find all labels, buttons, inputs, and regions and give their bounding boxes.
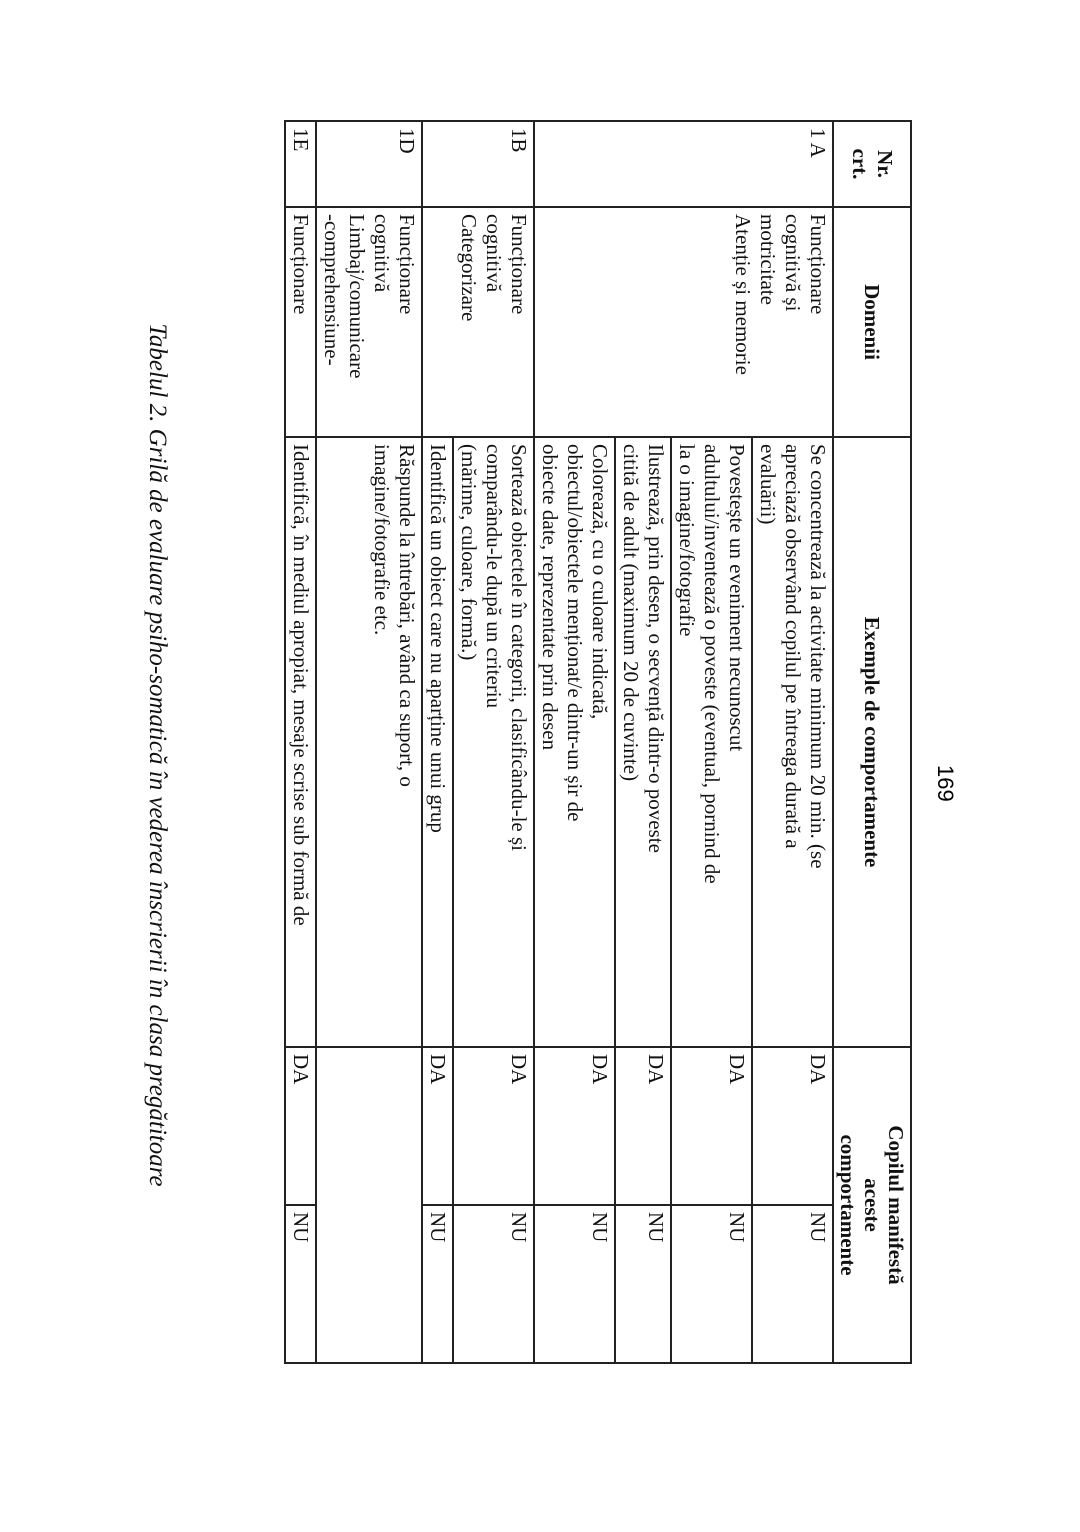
table-header-row bbox=[833, 121, 911, 1363]
header-nr-crt: Nr. crt. bbox=[833, 121, 911, 207]
nu-cell: NU bbox=[422, 1205, 453, 1363]
table-row bbox=[285, 121, 316, 1363]
nu-cell: NU bbox=[453, 1205, 534, 1363]
row-domenii: Funcționare cognitivă Limbaj/comunicare -comprehensiune- bbox=[316, 207, 422, 437]
header-copilul-manifesta: Copilul manifestă aceste comportamente bbox=[833, 1047, 911, 1363]
behavior-example: Se concentrează la activitate minimum 20 min. (se apreciază observând copilul pe întreaga durată a evaluării) bbox=[752, 437, 833, 1047]
evaluation-grid-table bbox=[284, 120, 912, 1364]
behavior-example: Colorează, cu o culoare indicată, obiectul/obiectele menționat/e dintr-un șir de obiecte date, reprezentate prin desen bbox=[534, 437, 615, 1047]
behavior-example: Ilustrează, prin desen, o secvență dintr-o poveste citită de adult (maximum 20 de cuvinte) bbox=[615, 437, 671, 1047]
nu-cell: NU bbox=[615, 1205, 671, 1363]
row-nr: 1B bbox=[422, 121, 534, 207]
row-domenii: Funcționare cognitivă și motricitate Atenție și memorie bbox=[534, 207, 833, 437]
table-row bbox=[453, 121, 534, 1363]
table-row bbox=[316, 121, 422, 1363]
da-cell: DA bbox=[453, 1047, 534, 1205]
behavior-example: Povestește un eveniment necunoscut adultului/inventează o poveste (eventual, pornind de la o imagine/fotografie bbox=[671, 437, 752, 1047]
page-number: 169 bbox=[933, 765, 958, 802]
nu-cell: NU bbox=[752, 1205, 833, 1363]
row-nr: 1 A bbox=[534, 121, 833, 207]
nu-cell: NU bbox=[671, 1205, 752, 1363]
behavior-example: Identifică un obiect care nu aparține unui grup bbox=[422, 437, 453, 1047]
nu-cell: NU bbox=[534, 1205, 615, 1363]
empty-answer-cell bbox=[316, 1047, 422, 1363]
behavior-example: Sortează obiectele în categorii, clasificându-le și comparându-le după un criteriu (mărime, culoare, formă.) bbox=[453, 437, 534, 1047]
row-domenii: Funcționare bbox=[285, 207, 316, 437]
da-cell: DA bbox=[671, 1047, 752, 1205]
header-exemple: Exemple de comportamente bbox=[833, 437, 911, 1047]
nu-cell: NU bbox=[285, 1205, 316, 1363]
da-cell: DA bbox=[285, 1047, 316, 1205]
table-row bbox=[752, 121, 833, 1363]
header-domenii: Domenii bbox=[833, 207, 911, 437]
da-cell: DA bbox=[534, 1047, 615, 1205]
behavior-example: Identifică, în mediul apropiat, mesaje scrise sub formă de bbox=[285, 437, 316, 1047]
da-cell: DA bbox=[615, 1047, 671, 1205]
da-cell: DA bbox=[422, 1047, 453, 1205]
da-cell: DA bbox=[752, 1047, 833, 1205]
row-domenii: Funcționare cognitivă Categorizare bbox=[422, 207, 534, 437]
row-nr: 1D bbox=[316, 121, 422, 207]
row-nr: 1E bbox=[285, 121, 316, 207]
rotated-content bbox=[112, 120, 912, 1390]
behavior-example: Răspunde la întrebări, având ca suport, o imagine/fotografie etc. bbox=[316, 437, 422, 1047]
table-caption: Tabelul 2. Grilă de evaluare psiho-somatică în vederea înscrierii în clasa pregătitoare bbox=[144, 323, 171, 1187]
